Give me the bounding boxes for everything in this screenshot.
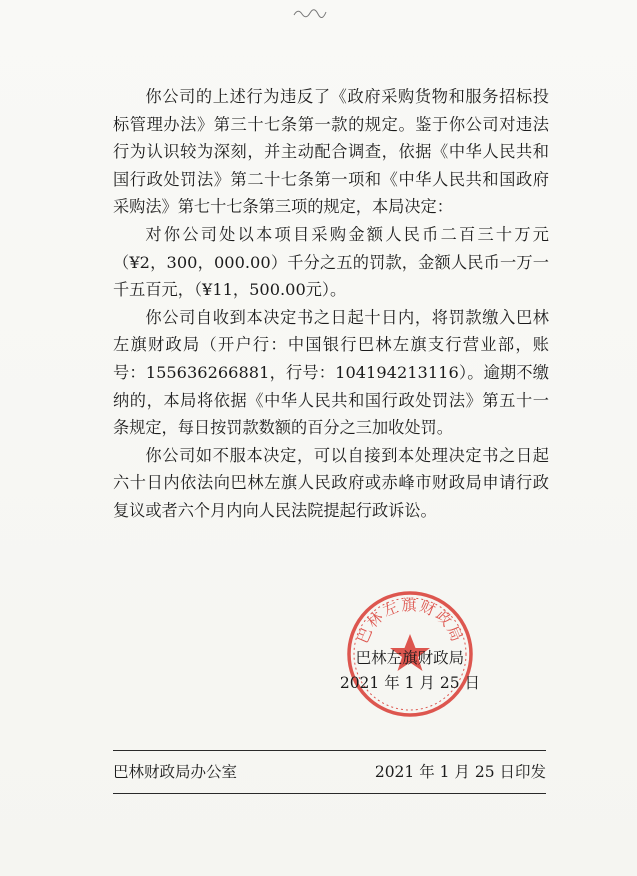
paragraph-penalty: 对你公司处以本项目采购金额人民币二百三十万元（¥2，300，000.00）千分之五的罚款，金额人民币一万一千五百元，（¥11，500.00元）。 xyxy=(113,224,549,300)
issue-date: 2021 年 1 月 25 日 xyxy=(339,674,480,692)
print-date: 2021 年 1 月 25 日印发 xyxy=(374,763,546,781)
decision-body xyxy=(113,83,549,525)
paragraph-payment: 你公司自收到本决定书之日起十日内，将罚款缴入巴林左旗财政局（开户行：中国银行巴林左旗支行营业部，账号：155636266881，行号：104194213116）。逾期不缴纳的，本局将依据《中华人民共和国行政处罚法》第五十一条规定，每日按罚款数额的百分之三加收处罚。 xyxy=(113,307,549,438)
paragraph-appeal: 你公司如不服本决定，可以自接到本处理决定书之日起六十日内依法向巴林左旗人民政府或赤峰市财政局申请行政复议或者六个月内向人民法院提起行政诉讼。 xyxy=(113,445,549,520)
signature-block xyxy=(340,646,480,696)
footer-rule-bottom xyxy=(113,793,546,794)
footer-rule-top xyxy=(113,750,546,751)
paragraph-violation: 你公司的上述行为违反了《政府采购货物和服务招标投标管理办法》第三十七条第一款的规定。鉴于你公司对违法行为认识较为深刻，并主动配合调查，依据《中华人民共和国行政处罚法》第二十七条第一项和《中华人民共和国政府采购法》第七十七条第三项的规定，本局决定： xyxy=(113,87,549,217)
issuing-office: 巴林财政局办公室 xyxy=(113,763,238,781)
issuer-name: 巴林左旗财政局 xyxy=(355,649,465,667)
scribble-mark xyxy=(292,6,328,20)
seal-text: 巴林左旗财政局 xyxy=(353,596,467,646)
footer xyxy=(113,760,546,784)
